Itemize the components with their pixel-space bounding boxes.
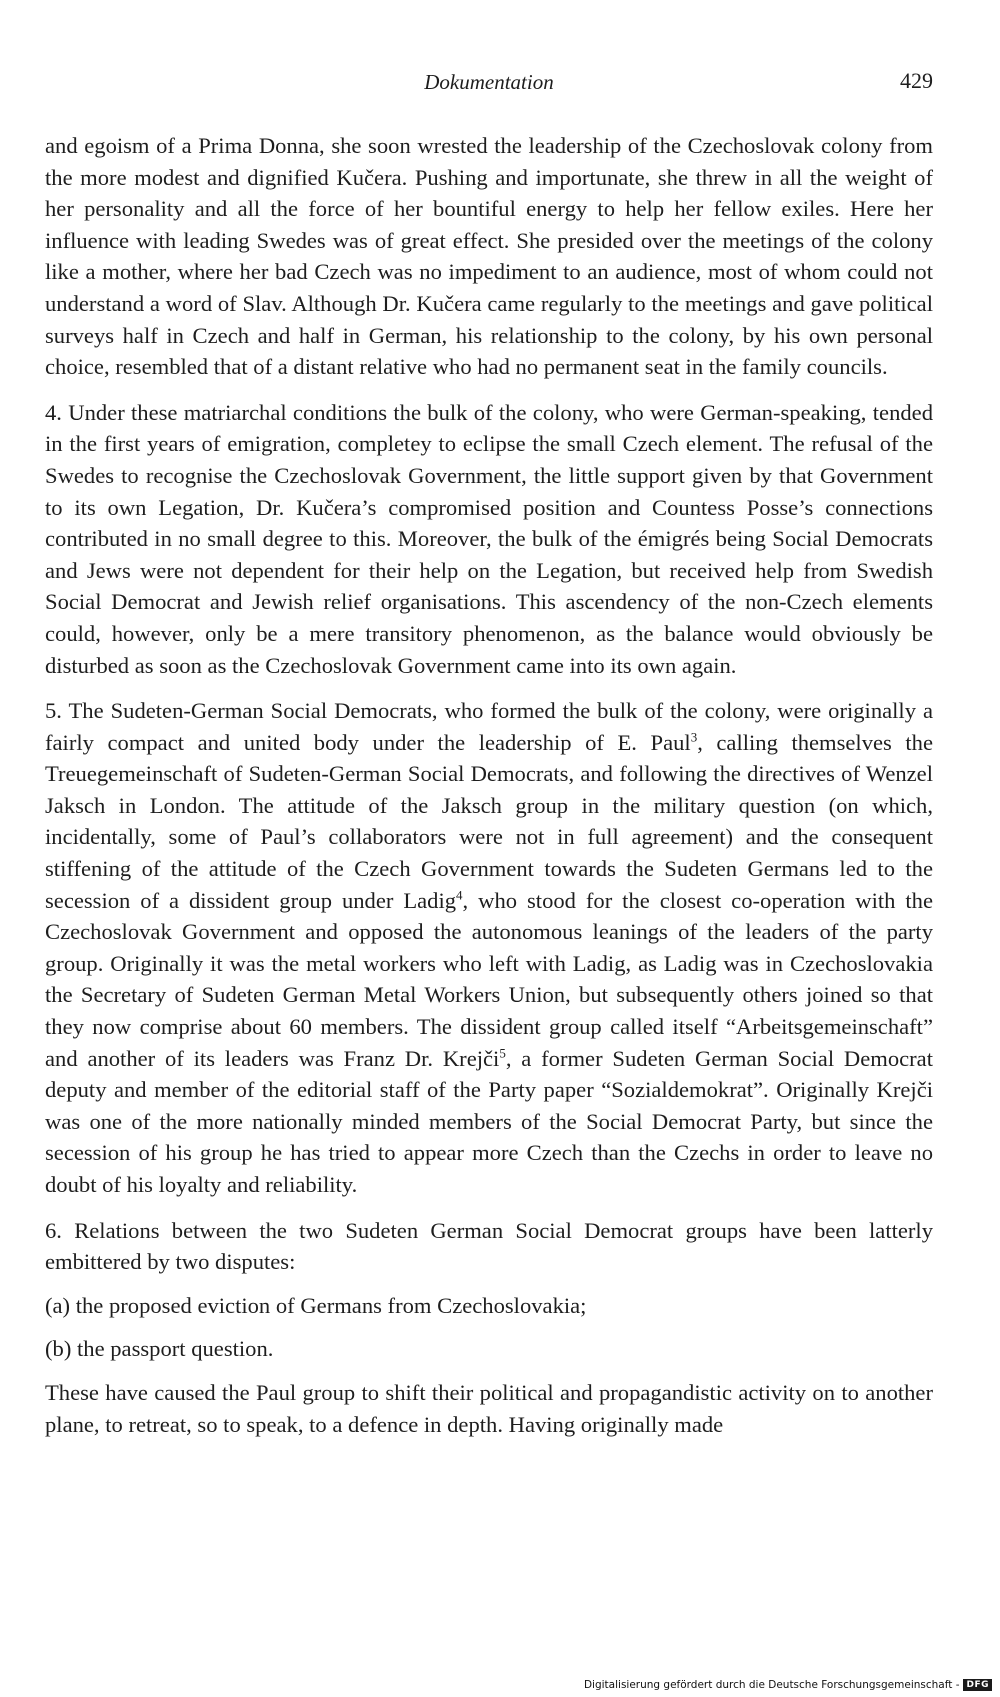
footnote-ref-5[interactable]: 5	[499, 1045, 506, 1061]
body-text	[45, 130, 933, 1454]
list-item-a: (a) the proposed eviction of Germans from Czechoslovakia;	[45, 1292, 587, 1318]
footnote-ref-4[interactable]: 4	[456, 887, 463, 903]
page-header	[45, 66, 933, 100]
paragraph-continuation: and egoism of a Prima Donna, she soon wrested the leadership of the Czechoslovak colony from the more modest and dignified Kučera. Pushing and importunate, she threw in all the weight of her personality and all the force of her bountiful energy to help her fellow exiles. Here her influence with leading Swedes was of great effect. She presided over the meetings of the colony like a mother, where her bad Czech was no impediment to an audience, most of whom could not understand a word of Slav. Although Dr. Kučera came regularly to the meetings and gave political surveys half in Czech and half in German, his relationship to the colony, by his own personal choice, resembled that of a distant relative who had no permanent seat in the family councils.	[45, 133, 933, 380]
list-item-b: (b) the passport question.	[45, 1336, 274, 1362]
paragraph-final: These have caused the Paul group to shift their political and propagandistic activity on to another plane, to retreat, so to speak, to a defence in depth. Having originally made	[45, 1379, 933, 1437]
page-number: 429	[900, 68, 933, 93]
digitization-credit	[584, 1679, 992, 1691]
running-title: Dokumentation	[424, 70, 554, 94]
dfg-logo-icon: DFG	[963, 1679, 992, 1691]
paragraph-5: 5. The Sudeten-German Social Democrats, who formed the bulk of the colony, were originally a fairly compact and united body under the leadership of E. Paul$^3$, calling themselves the Treuegemeinschaft of Sudeten-German Social Democrats, and following the directives of Wenzel Jaksch in London. The attitude of the Jaksch group in the military question (on which, incidentally, some of Paul’s collaborators were not in full agreement) and the consequent stiffening of the attitude of the Czech Government towards the Sudeten Germans led to the secession of a dissident group under Ladig$^4$, who stood for the closest co-operation with the Czechoslovak Government and opposed the autonomous leanings of the leaders of the party group. Originally it was the metal workers who left with Ladig, as Ladig was in Czechoslovakia the Secretary of Sudeten German Metal Workers Union, but subsequently others joined so that they now comprise about 60 members. The dissident group called itself “Arbeitsgemeinschaft” and another of its leaders was Franz Dr. Krejči$^5$, a former Sudeten German Social Democrat deputy and member of the editorial staff of the Party paper “Sozialdemokrat”. Originally Krejči was one of the more nationally minded members of the Social Democrat Party, but since the secession of his group he has tried to appear more Czech than the Czechs in order to leave no doubt of his loyalty and reliability.	[45, 698, 934, 1197]
credit-text: Digitalisierung gefördert durch die Deutsche Forschungsgemeinschaft -	[583, 1679, 960, 1691]
paragraph-6: 6. Relations between the two Sudeten German Social Democrat groups have been latterly embittered by two disputes:	[45, 1217, 933, 1275]
paragraph-4: 4. Under these matriarchal conditions the bulk of the colony, who were German-speaking, tended in the first years of emigration, completey to eclipse the small Czech element. The refusal of the Swedes to recognise the Czechoslovak Government, the little support given by that Government to its own Legation, Dr. Kučera’s compromised position and Countess Posse’s connections contributed in no small degree to this. Moreover, the bulk of the émigrés being Social Democrats and Jews were not dependent for their help on the Legation, but received help from Swedish Social Democrat and Jewish relief organisations. This ascendency of the non-Czech elements could, however, only be a mere transitory phenomenon, as the balance would obviously be disturbed as soon as the Czechoslovak Government came into its own again.	[45, 399, 933, 678]
footnote-ref-3[interactable]: 3	[690, 729, 698, 745]
